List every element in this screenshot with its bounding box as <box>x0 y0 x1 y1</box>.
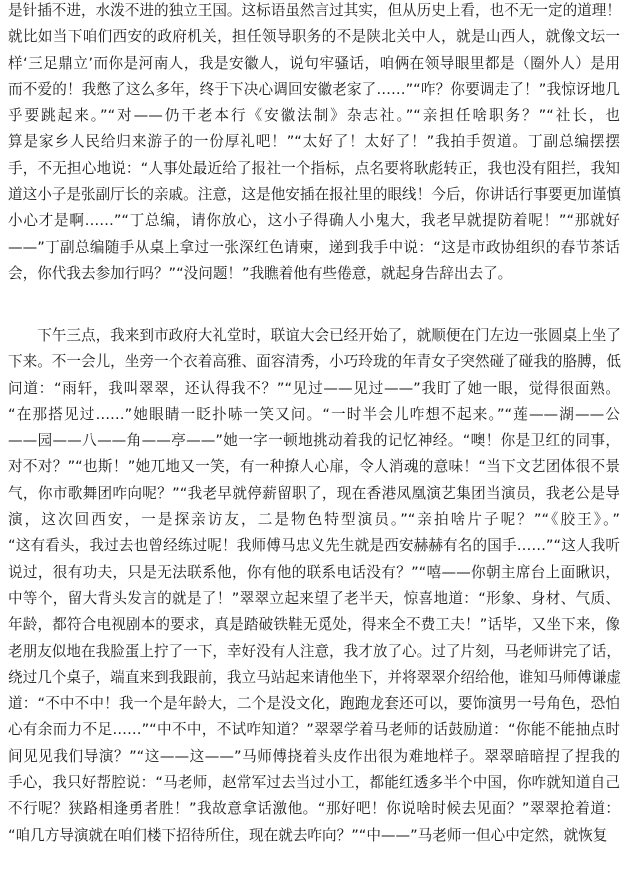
text-line: 小心才是啊……”“丁总编，请你放心，这小子得确人小鬼大，我老早就提防着呢！”“那就好 <box>8 212 620 230</box>
text-line: 手，不无担心地说：“人事处最近给了报社一个指标，点名要将耿彪转正，我也没有阻拦，我知 <box>8 159 620 177</box>
text-line: “在那搭见过……”她眼睛一眨扑哧一笑又问。“一时半会儿咋想不起来。”“莲——湖——公 <box>8 405 620 423</box>
text-line: 不行呢？狭路相逢勇者胜！”我故意拿话激他。“那好吧！你说啥时候去见面？”翠翠抢着道： <box>8 800 620 818</box>
text-line: 中等个，留大背头发言的就是了！”翠翠立起来望了老半天，惊喜地道：“形象、身材、气质、 <box>8 589 620 607</box>
text-line: 气，你市歌舞团咋向呢？”“我老早就停薪留职了，现在香港凤凰演艺集团当演员，我老公是导 <box>8 484 620 502</box>
text-line: 道这小子是张副厅长的亲戚。注意，这是他安插在报社里的眼线！今后，你讲话行事要更加谨慎 <box>8 186 621 204</box>
text-line: 演，这次回西安，一是探亲访友，二是物色特型演员。”“亲拍啥片子呢？”“《胶王》。” <box>8 511 620 529</box>
article-paragraph-2 <box>8 323 620 849</box>
text-line: 是针插不进，水泼不进的独立王国。这标语虽然言过其实，但从历史上看，也不无一定的道理！ <box>8 2 621 19</box>
text-line: 年龄，都符合电视剧本的要求，真是踏破铁鞋无觅处，得来全不费工夫！”话毕，又坐下来，像 <box>8 616 620 634</box>
text-line: 道：“不中不中！我一个是年龄大，二个是没文化，跑跑龙套还可以，要饰演男一号角色，恐怕 <box>8 695 620 713</box>
text-line: 而不爱的！我憋了这么多年，终于下决心调回安徽老家了……”“咋？你要调走了！”我惊讶地几 <box>8 80 620 98</box>
text-line: 问道：“雨轩，我叫翠翠，还认得我不？”“见过——见过——”我盯了她一眼，觉得很面熟。 <box>8 379 620 397</box>
text-line: 会，你代我去参加行吗？”“没问题！”我瞧着他有些倦意，就起身告辞出去了。 <box>8 264 513 282</box>
text-line: “咱几方导演就在咱们楼下招待所住，现在就去咋向？”“中——”马老师一但心中定然，就恢复 <box>8 826 608 844</box>
text-line: ——”丁副总编随手从桌上拿过一张深红色请柬，递到我手中说：“这是市政协组织的春节茶话 <box>8 238 620 256</box>
text-line: 手心，我只好帮腔说：“马老师，赵常军过去当过小工，都能红透多半个中国，你咋就知道自己 <box>8 774 620 792</box>
text-line: 就比如当下咱们西安的政府机关，担任领导职务的不是陕北关中人，就是山西人，就像文坛一 <box>8 28 620 46</box>
text-line: 说过，很有功夫，只是无法联系他，你有他的联系电话没有？”“嘻——你朝主席台上面瞅识， <box>8 563 620 581</box>
text-line: 下来。不一会儿，坐旁一个衣着高雅、面容清秀，小巧玲珑的年青女子突然碰了碰我的胳膊，低 <box>8 353 621 371</box>
text-line: 心有余而力不足……”“中不中，不试咋知道？”翠翠学着马老师的话鼓励道：“你能不能抽点时 <box>8 721 620 739</box>
text-line: “这有看头，我过去也曾经练过呢！我师傅马忠义先生就是西安赫赫有名的国手……”“这人我听 <box>8 537 620 555</box>
text-line: 下午三点，我来到市政府大礼堂时，联谊大会已经开始了，就顺便在门左边一张圆桌上坐了 <box>8 327 621 344</box>
text-line: 算是家乡人民给归来游子的一份厚礼吧！”“太好了！太好了！”我拍手贺道。丁副总编摆摆 <box>8 133 620 151</box>
text-line: 老朋友似地在我脸蛋上拧了一下，幸好没有人注意，我才放了心。过了片刻，马老师讲完了话， <box>8 642 621 660</box>
text-line: 乎要跳起来。”“对——仍干老本行《安徽法制》杂志社。”“亲担任啥职务？”“社长，也 <box>8 107 620 125</box>
text-line: 对不对？”“也斯！”她兀地又一笑，有一种撩人心扉，令人消魂的意味！“当下文艺团体很不景 <box>8 458 620 476</box>
text-line: 绕过几个桌子，端直来到我跟前，我立马站起来请他坐下，并将翠翠介绍给他，谁知马师傅谦虚 <box>8 668 621 686</box>
article-paragraph-1 <box>8 0 620 287</box>
text-line: 样‘三足鼎立’而你是河南人，我是安徽人，说句牢骚话，咱俩在领导眼里都是（圈外人）是用 <box>8 54 620 72</box>
text-line: 间见见我们导演？”“这——这——”马师傅挠着头皮作出很为难地样子。翠翠暗暗捏了捏我的 <box>8 747 620 765</box>
text-line: ——园——八——角——亭——”她一字一顿地挑动着我的记忆神经。“噢！你是卫红的同事， <box>8 432 620 450</box>
